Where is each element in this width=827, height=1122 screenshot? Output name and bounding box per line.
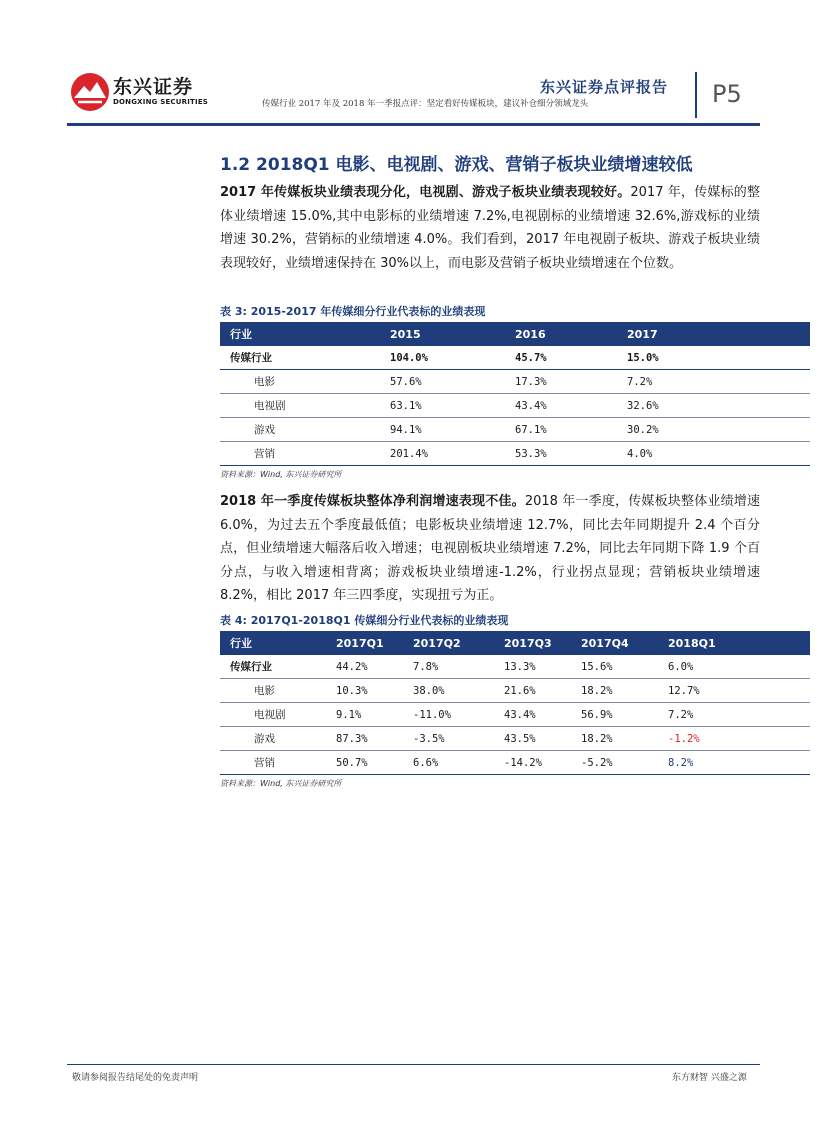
table-cell: 7.2% bbox=[658, 703, 810, 727]
table-cell: 63.1% bbox=[380, 394, 505, 418]
brand-name-cn: 东兴证券 bbox=[113, 76, 194, 98]
table-cell: 17.3% bbox=[505, 370, 617, 394]
table-cell: 7.2% bbox=[617, 370, 810, 394]
column-header: 行业 bbox=[220, 322, 380, 346]
report-subtitle: 传媒行业 2017 年及 2018 年一季报点评：坚定看好传媒板块，建议补仓细分领域龙头 bbox=[262, 99, 589, 109]
table-row bbox=[220, 703, 810, 727]
table-cell: 56.9% bbox=[571, 703, 658, 727]
footer-rule bbox=[67, 1064, 760, 1065]
table-cell: 87.3% bbox=[326, 727, 403, 751]
row-label: 电视剧 bbox=[220, 703, 326, 727]
column-header: 2017Q2 bbox=[403, 631, 494, 655]
paragraph-body: 2018 年一季度，传媒板块整体业绩增速 6.0%，为过去五个季度最低值；电影板块业绩增速 12.7%，同比去年同期提升 2.4 个百分点，但业绩增速大幅落后收入增速；电视剧板块业绩增速 7.2%，同比去年同期下降 1.9 个百分点，与收入增速相背离；游戏板块业绩增速-1.2%，行业拐点显现；营销板块业绩增速 8.2%，相比 2017 年三四季度，实现扭亏为正。 bbox=[220, 494, 760, 603]
table-cell: 15.6% bbox=[571, 655, 658, 679]
table-row bbox=[220, 370, 810, 394]
table-cell: 43.4% bbox=[505, 394, 617, 418]
table-2015-2017 bbox=[220, 322, 810, 466]
table-cell: 6.0% bbox=[658, 655, 810, 679]
table-cell: 50.7% bbox=[326, 751, 403, 775]
page-number: P5 bbox=[712, 80, 742, 108]
row-label: 游戏 bbox=[220, 727, 326, 751]
table-caption: 表 3: 2015-2017 年传媒细分行业代表标的业绩表现 bbox=[220, 305, 486, 318]
table-cell: 44.2% bbox=[326, 655, 403, 679]
table-cell: -5.2% bbox=[571, 751, 658, 775]
row-label: 电影 bbox=[220, 679, 326, 703]
column-header: 2017Q3 bbox=[494, 631, 571, 655]
table-cell: -3.5% bbox=[403, 727, 494, 751]
table-cell: 201.4% bbox=[380, 442, 505, 466]
report-title: 东兴证券点评报告 bbox=[540, 78, 669, 96]
table-cell: 94.1% bbox=[380, 418, 505, 442]
company-logo-icon bbox=[70, 72, 110, 112]
column-header: 2018Q1 bbox=[658, 631, 810, 655]
row-label: 传媒行业 bbox=[220, 655, 326, 679]
table-cell: -11.0% bbox=[403, 703, 494, 727]
paragraph-body: 2017 年，传媒标的整体业绩增速 15.0%,其中电影标的业绩增速 7.2%,电视剧标的业绩增速 32.6%,游戏标的业绩增速 30.2%，营销标的业绩增速 4.0%。我们看到，2017 年电视剧子板块、游戏子板块业绩表现较好，业绩增速保持在 30%以上，而电影及营销子板块业绩增速在个位数。 bbox=[220, 185, 760, 271]
table-cell: 45.7% bbox=[505, 346, 617, 370]
table-header-row bbox=[220, 322, 810, 346]
table-cell: 6.6% bbox=[403, 751, 494, 775]
paragraph-2017-summary bbox=[220, 181, 760, 275]
paragraph-lead: 2017 年传媒板块业绩表现分化，电视剧、游戏子板块业绩表现较好。 bbox=[220, 185, 631, 200]
table-cell: 30.2% bbox=[617, 418, 810, 442]
table-row bbox=[220, 679, 810, 703]
header-rule bbox=[67, 123, 760, 126]
footer-disclaimer: 敬请参阅报告结尾处的免责声明 bbox=[72, 1073, 199, 1083]
table-cell: 10.3% bbox=[326, 679, 403, 703]
footer-slogan: 东方财智 兴盛之源 bbox=[672, 1073, 747, 1083]
row-label: 营销 bbox=[220, 751, 326, 775]
column-header: 2015 bbox=[380, 322, 505, 346]
table-row bbox=[220, 655, 810, 679]
table-cell: 15.0% bbox=[617, 346, 810, 370]
table-row bbox=[220, 418, 810, 442]
row-label: 电视剧 bbox=[220, 394, 380, 418]
table-cell: 53.3% bbox=[505, 442, 617, 466]
table-cell-negative: -1.2% bbox=[658, 727, 810, 751]
table-2017q1-2018q1 bbox=[220, 631, 810, 775]
table-cell: 104.0% bbox=[380, 346, 505, 370]
brand-name-en: DONGXING SECURITIES bbox=[113, 98, 209, 106]
table-header-row bbox=[220, 631, 810, 655]
table-cell: -14.2% bbox=[494, 751, 571, 775]
table-cell: 32.6% bbox=[617, 394, 810, 418]
table-cell: 67.1% bbox=[505, 418, 617, 442]
table-cell: 12.7% bbox=[658, 679, 810, 703]
table-cell: 38.0% bbox=[403, 679, 494, 703]
table-cell: 21.6% bbox=[494, 679, 571, 703]
row-label: 电影 bbox=[220, 370, 380, 394]
table-cell: 18.2% bbox=[571, 679, 658, 703]
column-header: 2017 bbox=[617, 322, 810, 346]
table-row bbox=[220, 751, 810, 775]
table-cell: 9.1% bbox=[326, 703, 403, 727]
source-note: 资料来源：Wind, 东兴证券研究所 bbox=[220, 779, 342, 788]
source-note: 资料来源：Wind, 东兴证券研究所 bbox=[220, 470, 342, 479]
table-cell: 4.0% bbox=[617, 442, 810, 466]
column-header: 2016 bbox=[505, 322, 617, 346]
table-cell: 57.6% bbox=[380, 370, 505, 394]
row-label: 游戏 bbox=[220, 418, 380, 442]
table-row bbox=[220, 442, 810, 466]
table-row bbox=[220, 346, 810, 370]
row-label: 营销 bbox=[220, 442, 380, 466]
table-cell-highlight: 8.2% bbox=[658, 751, 810, 775]
table-row bbox=[220, 727, 810, 751]
column-header: 2017Q4 bbox=[571, 631, 658, 655]
column-header: 行业 bbox=[220, 631, 326, 655]
table-caption: 表 4: 2017Q1-2018Q1 传媒细分行业代表标的业绩表现 bbox=[220, 614, 509, 627]
section-title: 1.2 2018Q1 电影、电视剧、游戏、营销子板块业绩增速较低 bbox=[220, 155, 693, 175]
table-cell: 13.3% bbox=[494, 655, 571, 679]
column-header: 2017Q1 bbox=[326, 631, 403, 655]
table-cell: 7.8% bbox=[403, 655, 494, 679]
row-label: 传媒行业 bbox=[220, 346, 380, 370]
paragraph-lead: 2018 年一季度传媒板块整体净利润增速表现不佳。 bbox=[220, 494, 525, 509]
paragraph-2018q1-summary bbox=[220, 490, 760, 608]
table-cell: 43.5% bbox=[494, 727, 571, 751]
header-divider bbox=[695, 72, 697, 118]
table-row bbox=[220, 394, 810, 418]
table-cell: 43.4% bbox=[494, 703, 571, 727]
table-cell: 18.2% bbox=[571, 727, 658, 751]
